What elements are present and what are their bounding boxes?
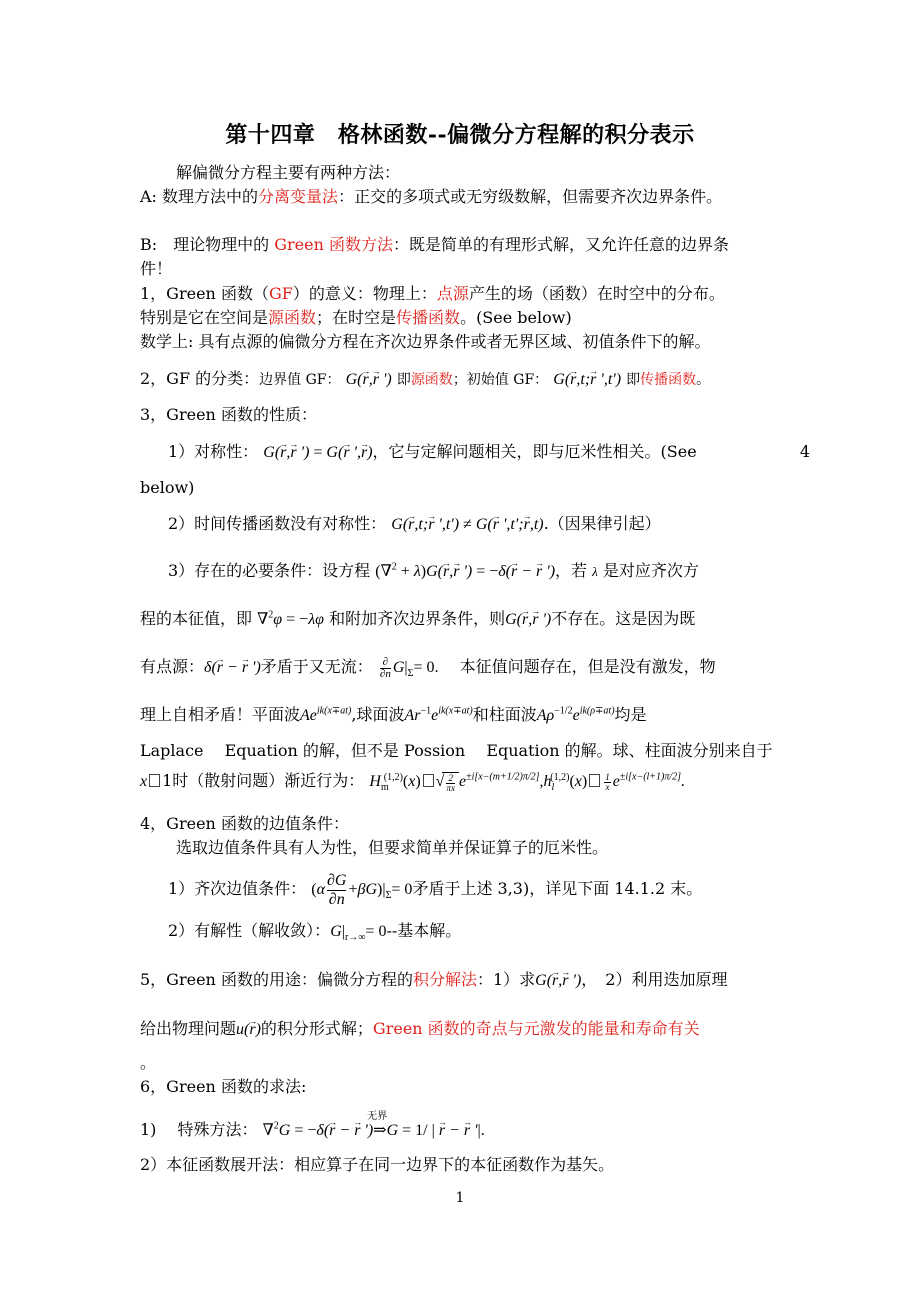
chapter-title: 第十四章 格林函数--偏微分方程解的积分表示 bbox=[225, 122, 695, 148]
boundary-gf-formula: G(→ r,→ r ') bbox=[346, 371, 392, 388]
cylindrical-wave-formula: $A\rho^{-1/2}e^{ik(\rho\mp at)}$ bbox=[536, 705, 615, 724]
section-1-line-2: 特别是它在空间是源函数；在时空是传播函数。(See below) bbox=[140, 308, 572, 327]
solvability-formula: $G|_{r\to\infty}= 0$ bbox=[330, 923, 387, 944]
solvability-line: 2）有解性（解收敛）：$G|_{r\to\infty}= 0--$基本解。 bbox=[168, 921, 462, 944]
eigen-expansion-line: 2）本征函数展开法：相应算子在同一边界下的本征函数作为基矢。 bbox=[140, 1155, 615, 1174]
section-4-line-1: 选取边值条件具有人为性，但要求简单并保证算子的厄米性。 bbox=[176, 838, 609, 857]
green-function-method-term: Green 函数方法 bbox=[274, 235, 394, 254]
propagation-asymmetry-line: 2）时间传播函数没有对称性： G(→ r,t;→ r ',t') ≠ G(→ r ',t';→ r,t).（因果律引起） bbox=[168, 513, 838, 536]
page-number: 1 bbox=[455, 1190, 465, 1206]
section-1-line-1: 1，Green 函数（GF）的意义：物理上：点源产生的场（函数）在时空中的分布。 bbox=[140, 284, 725, 303]
section-3-head: 3，Green 函数的性质： bbox=[140, 405, 317, 424]
asymptotic-line: x 1时（散射问题）渐近行为： $H_m^{(1,2)}(x)$ √ $\frac{2}{\pi x}$ $e^{\pm i[x-(m+1/2)\pi/2]},h_l^{(1,2)}(x)$ $\frac{1}{x}$ $e^{\pm i[x-(l+1)\pi/2]}$. bbox=[140, 771, 686, 794]
separation-of-variables-term: 分离变量法 bbox=[258, 187, 339, 206]
symmetry-line: 1）对称性： G(→ r,→ r ') = G(→ r ',→ r)，它与定解问题相关，即与厄米性相关。(See 4 bbox=[168, 441, 810, 464]
existence-line-3: 有点源：δ(→ r − → r ')矛盾于又无流： $\frac{\partial}{\partial n}$ $G|_\Sigma= 0$. 本征值问题存在，但是没有激发，物 bbox=[140, 656, 810, 680]
homogeneous-bc-formula: (α $\frac{\partial G}{\partial n}$ $+\beta G)|_\Sigma= 0$ bbox=[311, 872, 413, 908]
spherical-wave-formula: $Ar^{-1}e^{ik(x\mp at)}$ bbox=[404, 705, 473, 724]
method-a-line: A: 数理方法中的分离变量法：正交的多项式或无穷级数解，但需要齐次边界条件。 bbox=[140, 187, 723, 206]
section-5-line-1: 5，Green 函数的用途：偏微分方程的积分解法：1）求G(→ r,→ r ')， 2）利用迭加原理 bbox=[140, 969, 810, 992]
initial-gf-formula: G(→ r,t;→ r ',t') bbox=[553, 371, 621, 388]
section-5-line-3: 。 bbox=[140, 1053, 157, 1072]
laplace-line: Laplace Equation 的解，但不是 Possion Equation 的解。球、柱面波分别来自于 bbox=[140, 741, 773, 760]
existence-line-2: 程的本征值，即 ∇$^2$φ = −λφ 和附加齐次边界条件，则G(→ r,→ r ')不存在。这是因为既 bbox=[140, 608, 810, 631]
section-6-head: 6，Green 函数的求法: bbox=[140, 1077, 307, 1096]
free-space-green-formula: ∇$^2$G = −δ(→ r − → r ') 无界 ⇒G = 1/ | → r − → r '|. bbox=[263, 1122, 485, 1139]
waves-line: 理上自相矛盾！平面波$Ae^{ik(x\mp at)}$,球面波$Ar^{-1}e^{ik(x\mp at)}$和柱面波$A\rho^{-1/2}e^{ik(\rho\mp at)}$均是 bbox=[140, 705, 647, 724]
symmetry-formula: G(→ r,→ r ') = G(→ r ',→ r) bbox=[263, 444, 372, 461]
section-2-line: 2，GF 的分类：边界值 GF： G(→ r,→ r ') 即源函数；初始值 GF： G(→ r,t;→ r ',t') 即传播函数。 bbox=[140, 368, 810, 391]
existence-equation: (∇$^2$ + λ)G(→ r,→ r ') = −δ(→ r − → r ') bbox=[375, 563, 555, 580]
method-b-line: B: 理论物理中的 Green 函数方法：既是简单的有理形式解，又允许任意的边界条 bbox=[140, 235, 730, 254]
plane-wave-formula: $Ae^{ik(x\mp at)}$ bbox=[300, 705, 352, 724]
hankel-asymptotic-formula: $H_m^{(1,2)}(x)$ √ $\frac{2}{\pi x}$ $e^{\pm i[x-(m+1/2)\pi/2]},h_l^{(1,2)}(x)$ $\frac{1}{x}$ $e^{\pm i[x-(l+1)\pi/2]}$. bbox=[369, 771, 686, 794]
intro-line: 解偏微分方程主要有两种方法： bbox=[176, 163, 401, 182]
homogeneous-bc-line: 1）齐次边值条件： (α $\frac{\partial G}{\partial n}$ $+\beta G)|_\Sigma= 0$矛盾于上述 3,3)，详见下面 14.1.2 末。 bbox=[168, 872, 703, 908]
symmetry-line-cont: below) bbox=[140, 478, 195, 497]
method-b-cont: 件！ bbox=[140, 259, 173, 278]
eigen-equation: ∇$^2$φ = −λφ bbox=[257, 609, 324, 628]
asymmetry-formula: G(→ r,t;→ r ',t') ≠ G(→ r ',t';→ r,t) bbox=[391, 516, 543, 533]
section-4-head: 4，Green 函数的边值条件： bbox=[140, 814, 349, 833]
special-method-line: 1) 特殊方法： ∇$^2$G = −δ(→ r − → r ') 无界 ⇒G = 1/ | → r − → r '|. bbox=[140, 1119, 810, 1142]
no-flux-formula: $\frac{\partial}{\partial n}$ $G|_\Sigma= 0$. bbox=[379, 655, 439, 680]
section-1-line-3: 数学上: 具有点源的偏微分方程在齐次边界条件或者无界区域、初值条件下的解。 bbox=[140, 332, 711, 351]
section-5-line-2: 给出物理问题u(→ r)的积分形式解；Green 函数的奇点与元激发的能量和寿命有关 bbox=[140, 1018, 810, 1041]
missing-glyph-icon bbox=[149, 774, 160, 787]
existence-line-1: 3）存在的必要条件：设方程 (∇$^2$ + λ)G(→ r,→ r ') = −δ(→ r − → r ')，若 λ 是对应齐次方 bbox=[168, 560, 838, 583]
